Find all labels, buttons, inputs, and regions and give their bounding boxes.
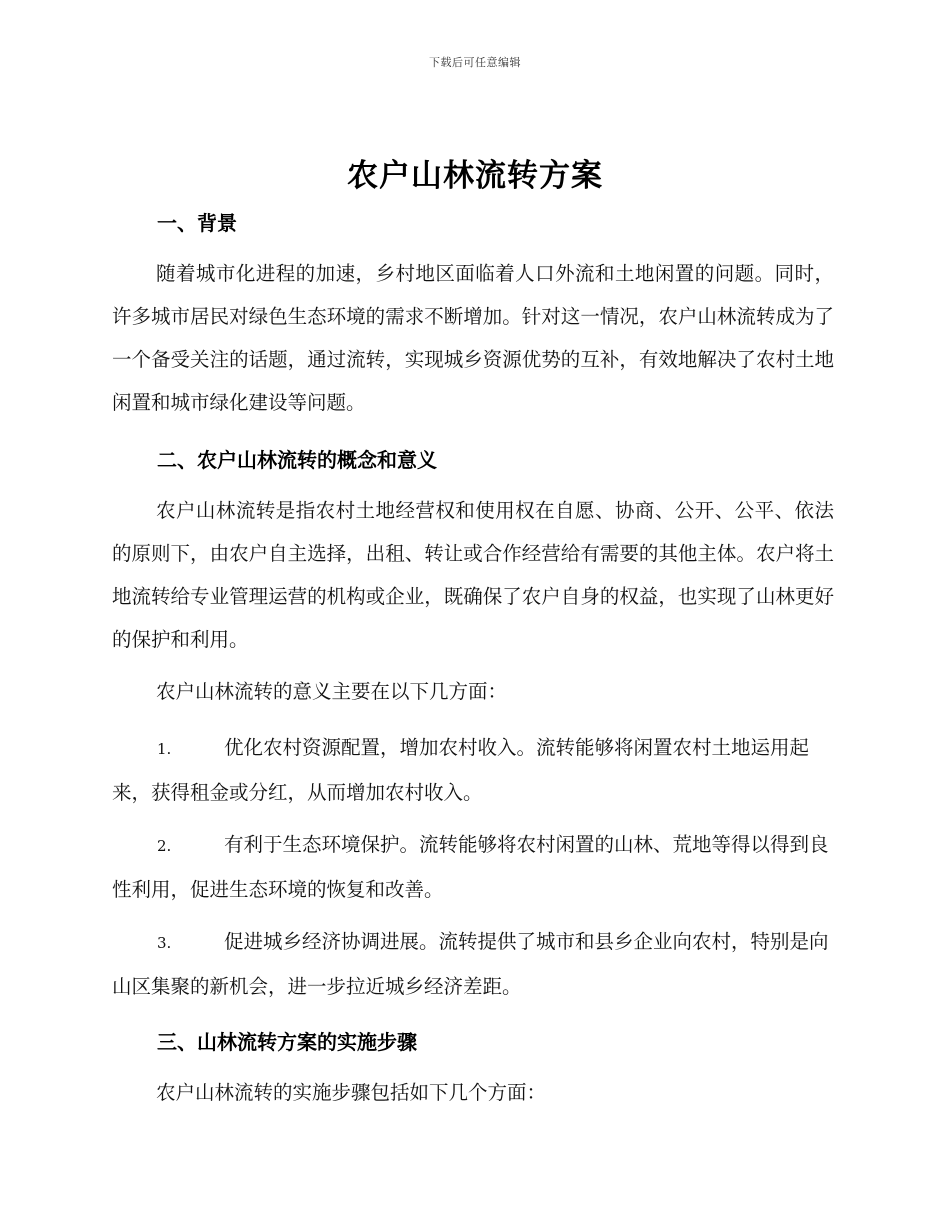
section-heading-background: 一、背景	[157, 211, 237, 235]
list-item-number: 1.	[157, 740, 172, 758]
section-heading-concept: 二、农户山林流转的概念和意义	[157, 448, 437, 472]
list-item-text: 促进城乡经济协调进展。流转提供了城市和县乡企业向农村，特别是向山区集聚的新机会，进一步拉近城乡经济差距。	[112, 930, 829, 998]
page-header-note: 下载后可任意编辑	[429, 56, 521, 69]
list-item	[112, 920, 834, 1008]
section-heading-steps: 三、山林流转方案的实施步骤	[157, 1030, 417, 1054]
paragraph-background: 随着城市化进程的加速，乡村地区面临着人口外流和土地闲置的问题。同时，许多城市居民对绿色生态环境的需求不断增加。针对这一情况，农户山林流转成为了一个备受关注的话题，通过流转，实现城乡资源优势的互补，有效地解决了农村土地闲置和城市绿化建设等问题。	[112, 262, 834, 414]
list-item-text: 有利于生态环境保护。流转能够将农村闲置的山林、荒地等得以得到良性利用，促进生态环境的恢复和改善。	[112, 833, 829, 901]
list-item-text: 优化农村资源配置，增加农村收入。流转能够将闲置农村土地运用起来，获得租金或分红，从而增加农村收入。	[112, 736, 810, 804]
document-title: 农户山林流转方案	[347, 158, 603, 194]
list-item-number: 3.	[157, 934, 172, 952]
list-item	[112, 726, 834, 814]
list-item-number: 2.	[157, 837, 172, 855]
paragraph-significance-intro: 农户山林流转的意义主要在以下几方面：	[156, 680, 508, 703]
paragraph-concept: 农户山林流转是指农村土地经营权和使用权在自愿、协商、公开、公平、依法的原则下，由农户自主选择，出租、转让或合作经营给有需要的其他主体。农户将土地流转给专业管理运营的机构或企业，既确保了农户自身的权益，也实现了山林更好的保护和利用。	[112, 499, 834, 651]
paragraph-steps-intro: 农户山林流转的实施步骤包括如下几个方面：	[156, 1081, 547, 1104]
list-item	[112, 823, 834, 911]
